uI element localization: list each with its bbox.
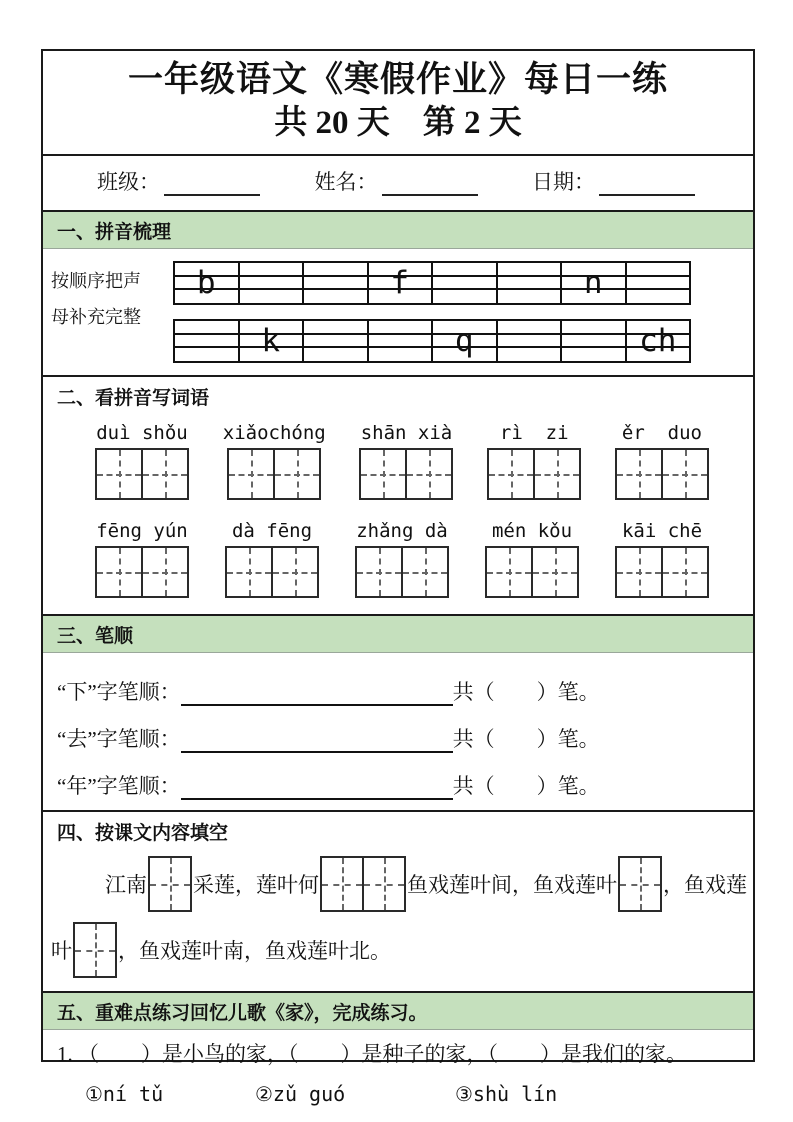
pinyin-grid-cell <box>304 263 369 303</box>
class-label: 班级： <box>97 169 160 194</box>
section3-body <box>43 653 753 810</box>
pinyin-grid-cell: f <box>369 263 434 303</box>
pinyin-grid-cell <box>175 321 240 361</box>
pinyin-grid-cell <box>433 263 498 303</box>
pinyin-label: kāi chē <box>621 519 703 542</box>
name-field <box>315 166 478 196</box>
section-strokes <box>43 614 753 810</box>
pinyin-grid-cell: k <box>240 321 305 361</box>
stroke-question <box>57 753 753 800</box>
writing-box <box>487 448 581 500</box>
fill-box <box>618 856 662 912</box>
section1-body <box>43 249 753 375</box>
words-row-1 <box>43 422 753 500</box>
writing-box <box>95 448 189 500</box>
pinyin-grids <box>173 257 691 363</box>
stroke-suffix: 共（ ）笔。 <box>452 726 600 751</box>
class-blank <box>164 172 260 196</box>
writing-box <box>95 546 189 598</box>
student-info-row <box>43 154 753 210</box>
class-field <box>97 166 260 196</box>
writing-box <box>227 448 321 500</box>
pinyin-grid-cell: b <box>175 263 240 303</box>
section-fill-text <box>43 810 753 991</box>
word-group <box>223 422 326 500</box>
pinyin-grid-cell <box>304 321 369 361</box>
pinyin-label: rì zi <box>499 421 569 444</box>
section-recall <box>43 991 753 1106</box>
stroke-prefix: “去”字笔顺： <box>57 726 181 751</box>
fill-line-2: 叶 ，鱼戏莲叶南，鱼戏莲叶北。 <box>51 917 753 983</box>
name-label: 姓名： <box>314 169 378 194</box>
pinyin-label: ěr duo <box>621 421 702 444</box>
word-group <box>355 520 449 598</box>
fill-box <box>73 922 117 978</box>
word-group <box>95 422 189 500</box>
title-block <box>43 51 753 154</box>
stroke-suffix: 共（ ）笔。 <box>452 679 600 704</box>
stroke-question <box>57 706 753 753</box>
section3-heading: 三、笔顺 <box>43 616 753 653</box>
writing-box <box>615 546 709 598</box>
word-group <box>485 520 579 598</box>
stroke-prefix: “年”字笔顺： <box>57 773 181 798</box>
word-group <box>615 422 709 500</box>
page-title: 一年级语文《寒假作业》每日一练 <box>127 60 668 99</box>
word-group <box>359 422 453 500</box>
section2-heading: 二、看拼音写词语 <box>57 387 210 409</box>
writing-box <box>355 546 449 598</box>
recall-options <box>57 1082 753 1106</box>
pinyin-label: zhǎng dà <box>356 519 448 542</box>
word-group <box>487 422 581 500</box>
pinyin-grid-row2 <box>173 319 691 363</box>
name-blank <box>382 172 478 196</box>
stroke-answer-line <box>181 774 453 800</box>
stroke-question <box>57 659 753 706</box>
section1-instruction: 按顺序把声 母补充完整 <box>51 270 141 327</box>
writing-box <box>359 448 453 500</box>
pinyin-label: duì shǒu <box>96 421 188 444</box>
recall-question: 1. （ ）是小鸟的家，（ ）是种子的家，（ ）是我们的家。 <box>57 1041 687 1066</box>
stroke-prefix: “下”字笔顺： <box>57 679 181 704</box>
section4-body <box>43 847 753 991</box>
option-2: ②zǔ guó <box>255 1081 346 1106</box>
pinyin-grid-cell: q <box>433 321 498 361</box>
fill-line-1: 江南 采莲，莲叶何 鱼戏莲叶间，鱼戏莲叶 ，鱼戏莲 <box>51 851 753 917</box>
pinyin-grid-cell <box>498 263 563 303</box>
pinyin-grid-cell <box>562 321 627 361</box>
word-group <box>615 520 709 598</box>
writing-box <box>485 546 579 598</box>
worksheet-page <box>41 49 755 1106</box>
option-3: ③shù lín <box>455 1081 558 1106</box>
pinyin-grid-cell: n <box>562 263 627 303</box>
page-subtitle: 共 20 天 第 2 天 <box>274 104 522 141</box>
section4-heading: 四、按课文内容填空 <box>57 822 229 844</box>
pinyin-grid-cell: ch <box>639 322 677 359</box>
date-label: 日期： <box>532 169 595 194</box>
date-field <box>532 166 695 196</box>
writing-box <box>225 546 319 598</box>
writing-box <box>615 448 709 500</box>
pinyin-grid-cell <box>627 263 690 303</box>
stroke-answer-line <box>181 680 453 706</box>
option-1: ①ní tǔ <box>85 1081 164 1106</box>
section-pinyin-sort <box>43 210 753 375</box>
stroke-suffix: 共（ ）笔。 <box>452 773 600 798</box>
words-row-2 <box>43 520 753 598</box>
fill-box-double <box>320 856 406 912</box>
stroke-answer-line <box>181 727 453 753</box>
section-write-words <box>43 375 753 614</box>
fill-box <box>148 856 192 912</box>
section5-heading: 五、重难点练习回忆儿歌《家》，完成练习。 <box>43 993 753 1030</box>
word-group <box>225 520 319 598</box>
section5-body <box>43 1030 753 1106</box>
pinyin-label: xiǎochóng <box>222 421 326 444</box>
pinyin-grid-cell <box>369 321 434 361</box>
pinyin-label: fēng yún <box>96 519 188 542</box>
pinyin-label: mén kǒu <box>491 519 573 542</box>
pinyin-label: shān xià <box>360 421 453 444</box>
pinyin-grid-row1 <box>173 261 691 305</box>
section1-heading: 一、拼音梳理 <box>43 212 753 249</box>
pinyin-grid-cell <box>498 321 563 361</box>
word-group <box>95 520 189 598</box>
pinyin-label: dà fēng <box>231 519 313 542</box>
date-blank <box>599 172 695 196</box>
pinyin-grid-cell <box>240 263 305 303</box>
